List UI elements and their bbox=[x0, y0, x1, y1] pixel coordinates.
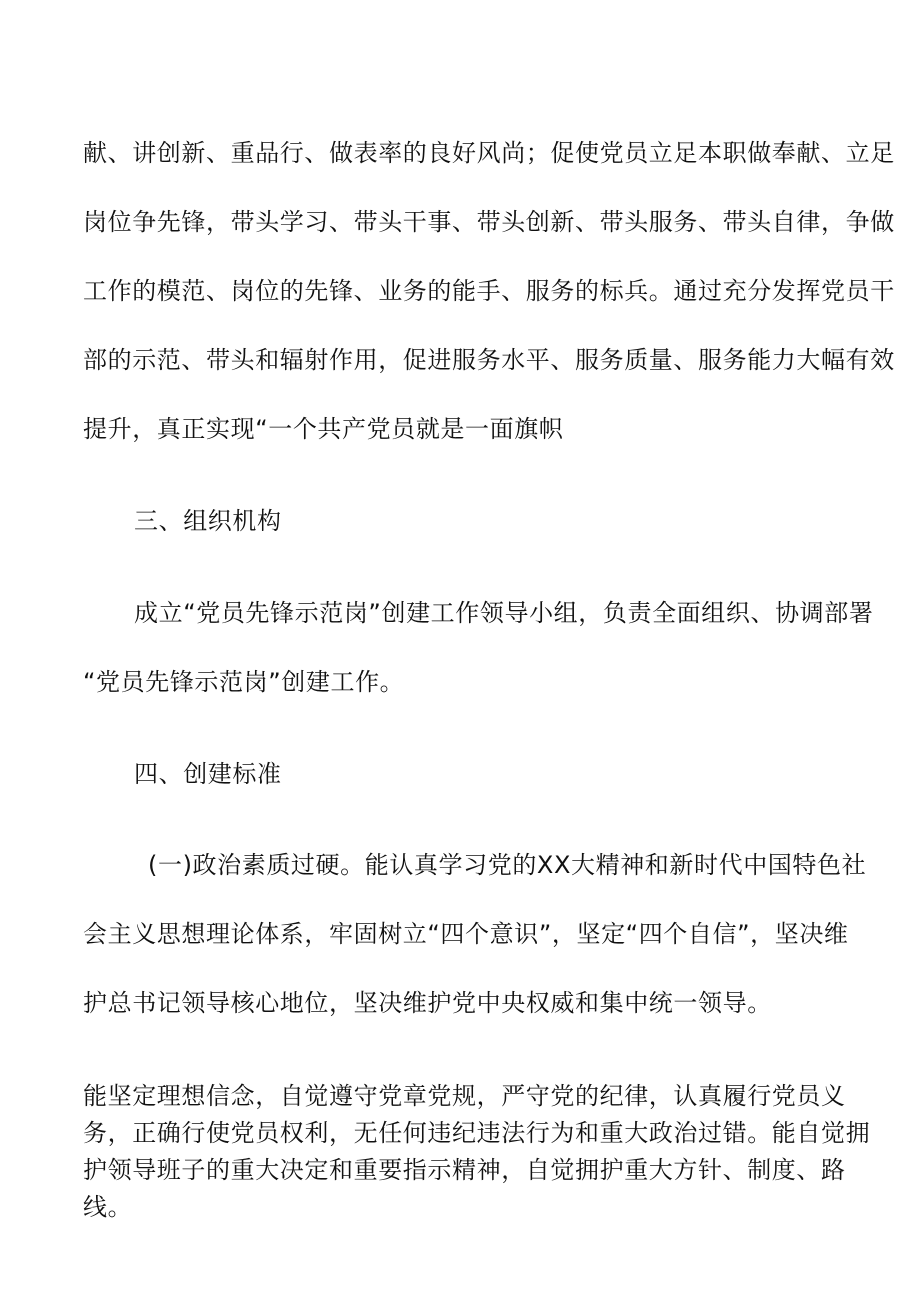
paragraph-line: 务，正确行使党员权利，无任何违纪违法行为和重大政治过错。能自觉拥 bbox=[83, 1119, 871, 1147]
paragraph-line: “党员先锋示范岗”创建工作。 bbox=[83, 668, 405, 696]
paragraph-line: 提升，真正实现“一个共产党员就是一面旗帜 bbox=[83, 415, 564, 443]
section-heading-organization: 三、组织机构 bbox=[134, 507, 282, 535]
paragraph-line: 会主义思想理论体系，牢固树立“四个意识”，坚定“四个自信”，坚决维 bbox=[83, 920, 849, 948]
paragraph-line: 线。 bbox=[83, 1193, 133, 1221]
paragraph-line: 护领导班子的重大决定和重要指示精神，自觉拥护重大方针、制度、路 bbox=[83, 1156, 846, 1184]
section-heading-standards: 四、创建标准 bbox=[134, 760, 282, 788]
paragraph-line: 岗位争先锋，带头学习、带头干事、带头创新、带头服务、带头自律，争做 bbox=[83, 208, 895, 236]
paragraph-line: 工作的模范、岗位的先锋、业务的能手、服务的标兵。通过充分发挥党员干 bbox=[83, 277, 895, 305]
paragraph-line: 献、讲创新、重品行、做表率的良好风尚；促使党员立足本职做奉献、立足 bbox=[83, 139, 895, 167]
paragraph-line: 成立“党员先锋示范岗”创建工作领导小组，负责全面组织、协调部署 bbox=[134, 599, 874, 627]
paragraph-line: 部的示范、带头和辐射作用，促进服务水平、服务质量、服务能力大幅有效 bbox=[83, 346, 895, 374]
paragraph-line: 护总书记领导核心地位，坚决维护党中央权威和集中统一领导。 bbox=[83, 989, 772, 1017]
paragraph-line: (一)政治素质过硬。能认真学习党的XX大精神和新时代中国特色社 bbox=[148, 851, 867, 879]
paragraph-line: 能坚定理想信念，自觉遵守党章党规，严守党的纪律，认真履行党员义 bbox=[83, 1082, 846, 1110]
